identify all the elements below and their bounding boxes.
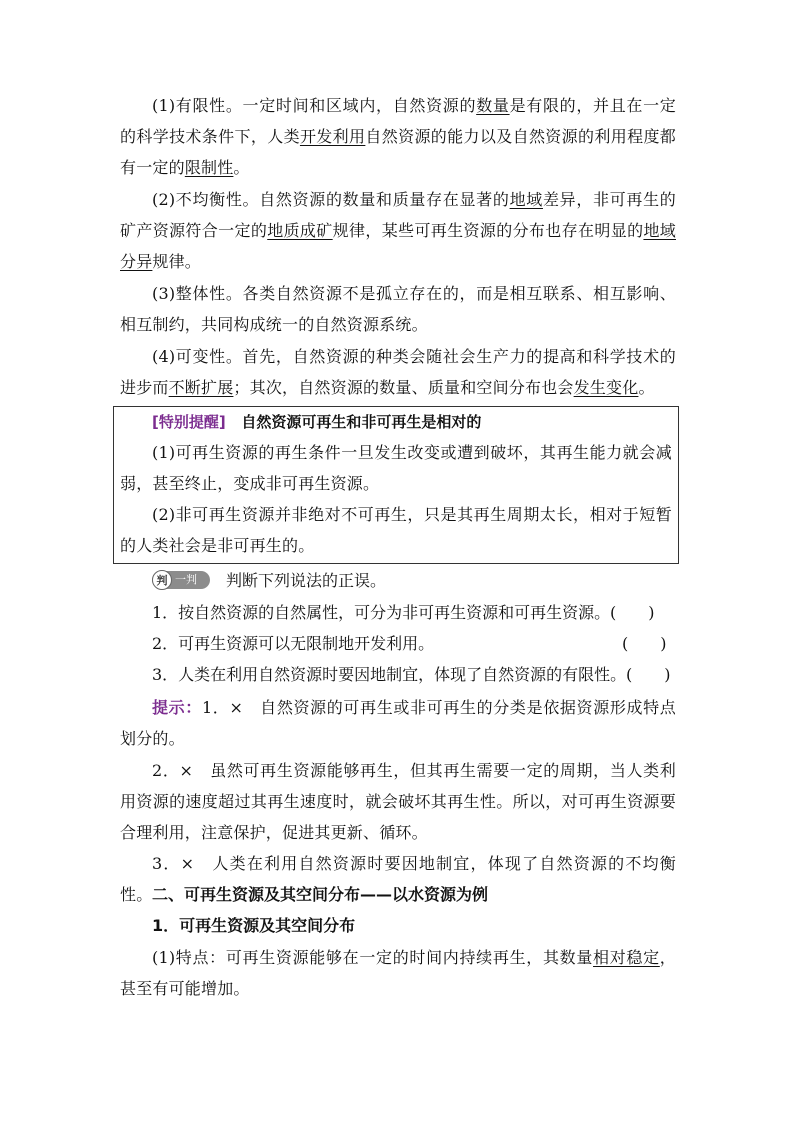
reminder-item: (2)非可再生资源并非绝对不可再生，只是其再生周期太长，相对于短暂的人类社会是非可再生的。 <box>120 505 672 555</box>
paragraph-variability <box>120 341 676 403</box>
underlined-term: 限制性 <box>184 158 234 177</box>
underlined-term: 不断扩展 <box>168 378 234 397</box>
text-segment: 是有限的，并且在一定的科学技术条件下，人类 <box>120 96 676 146</box>
underlined-term: 地质成矿 <box>267 221 333 240</box>
hint-answer-1 <box>120 692 676 754</box>
text-segment: (2)不均衡性。自然资源的数量和质量存在显著的 <box>152 190 510 209</box>
text-segment: 。 <box>233 158 250 177</box>
judge-badge-icon: 判 <box>152 570 172 590</box>
text-segment: ；其次，自然资源的数量、质量和空间分布也会 <box>233 378 574 397</box>
question-item: 1．按自然资源的自然属性，可分为非可再生资源和可再生资源。 <box>152 603 611 622</box>
text-segment: (1)有限性。一定时间和区域内，自然资源的 <box>152 96 477 115</box>
judge-badge <box>152 571 210 589</box>
underlined-term: 地域 <box>509 190 543 209</box>
paragraph-imbalance <box>120 184 676 277</box>
answer-blank: ( ) <box>610 603 655 622</box>
underlined-term: 地域分异 <box>120 221 676 271</box>
answer-blank: ( ) <box>622 634 667 653</box>
hint-text: 1．× 自然资源的可再生或非可再生的分类是依据资源形成特点划分的。 <box>120 698 677 748</box>
hint-answer-3: 3．× 人类在利用自然资源时要因地制宜，体现了自然资源的不均衡性。 <box>120 854 676 904</box>
answer-blank: ( ) <box>626 665 671 684</box>
text-segment: 差异，非可再生的矿产资源符合一定的 <box>120 190 677 240</box>
paragraph-renewable-feature <box>120 942 676 1004</box>
text-segment: (1)特点：可再生资源能够在一定的时间内持续再生，其数量 <box>152 948 594 967</box>
underlined-term: 发生变化 <box>573 378 639 397</box>
text-segment: (4)可变性。首先，自然资源的种类会随社会生产力的提高和科学技术的进步而 <box>120 347 676 397</box>
text-segment: 规律，某些可再生资源的分布也存在明显的 <box>332 221 644 240</box>
special-reminder-heading: 自然资源可再生和非可再生是相对的 <box>241 413 482 431</box>
special-reminder-box <box>113 406 679 564</box>
question-item: 2．可再生资源可以无限制地开发利用。 <box>152 634 435 653</box>
paragraph-integrity: (3)整体性。各类自然资源不是孤立存在的，而是相互联系、相互影响、相互制约，共同构成统一的自然资源系统。 <box>120 284 676 334</box>
text-segment: 。 <box>638 378 655 397</box>
special-reminder-title <box>152 409 481 435</box>
reminder-item: (1)可再生资源的再生条件一旦发生改变或遭到破坏，其再生能力就会减弱，甚至终止，变成非可再生资源。 <box>120 443 672 493</box>
underlined-term: 开发利用 <box>299 127 366 146</box>
text-segment: 自然资源的能力以及自然资源的利用程度都有一定的 <box>120 127 676 177</box>
judge-badge-label: 一判 <box>175 573 197 586</box>
judge-intro: 判断下列说法的正误。 <box>226 571 387 590</box>
subsection-heading: 1．可再生资源及其空间分布 <box>152 916 356 935</box>
question-item: 3．人类在利用自然资源时要因地制宜，体现了自然资源的有限性。 <box>152 665 627 684</box>
section-heading: 二、可再生资源及其空间分布——以水资源为例 <box>152 885 489 904</box>
hint-label: 提示： <box>152 698 202 717</box>
underlined-term: 数量 <box>476 96 510 115</box>
text-segment: ，甚至有可能增加。 <box>120 948 676 998</box>
underlined-term: 相对稳定 <box>593 948 660 967</box>
hint-answer-2: 2．× 虽然可再生资源能够再生，但其再生需要一定的周期，当人类利用资源的速度超过其再生速度时，就会破坏其再生性。所以，对可再生资源要合理利用，注意保护，促进其更新、循环。 <box>120 761 676 842</box>
paragraph-finiteness <box>120 90 676 183</box>
text-segment: 规律。 <box>152 252 202 271</box>
special-reminder-tag: [特别提醒] <box>152 413 226 431</box>
